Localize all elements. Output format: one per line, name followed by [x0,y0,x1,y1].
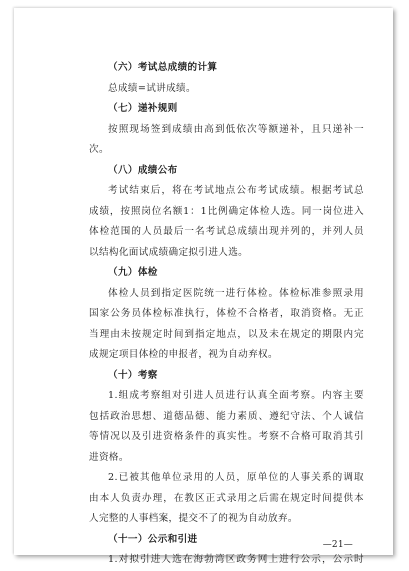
page-number: —21— [322,540,353,550]
paragraph-line: 等情况以及引进资格条件的真实性。考察不合格可取消其引 [89,431,364,442]
paragraph-line: 体检人员到指定医院统一进行体检。体检标准参照录用 [108,287,364,299]
paragraph-line: 人完整的人事档案，提交不了的视为自动放弃。 [89,513,298,524]
paragraph-line: 以结构化面试成绩确定拟引进人选。 [89,246,249,258]
paragraph-line: 次。 [89,144,109,155]
paragraph-line: 1.组成考察组对引进人员进行认真全面考察。内容主要 [108,390,364,401]
paragraph-line: 包括政治思想、道德品德、能力素质、遵纪守法、个人诚信 [89,410,364,422]
paragraph-line: 进资格。 [89,451,129,463]
paragraph-line: 考试结束后，将在考试地点公布考试成绩。根据考试总 [108,185,364,196]
page-content [89,58,364,571]
paragraph-line: 体检范围的人员最后一名考试总成绩出现并列的，并列人员 [89,226,364,237]
paragraph-line: 按照现场签到成绩由高到低依次等额递补，且只递补一 [108,123,364,135]
document-page [14,8,393,565]
paragraph-line: 成规定项目体检的申报者，视为自动弃权。 [89,349,278,360]
paragraph-line: 由本人负责办理，在教区正式录用之后需在规定时间提供本 [89,492,364,504]
section-heading: （十）考察 [108,369,158,381]
paragraph-line: 成绩，按照岗位名额1：1比例确定体检人选。同一岗位进入 [89,205,364,217]
paragraph-line: 2.已被其他单位录用的人员，原单位的人事关系的调取 [108,472,364,483]
section-heading: （十一）公示和引进 [108,533,198,545]
paragraph-line: 当理由未按规定时间到指定地点，以及未在规定的期限内完 [89,328,364,340]
section-heading: （七）递补规则 [108,103,178,114]
paragraph-line: 总成绩=试讲成绩。 [108,82,196,94]
paragraph-line: 1.对拟引进人选在海勃湾区政务网上进行公示，公示时 [108,554,364,565]
section-heading: （九）体检 [108,267,158,278]
section-heading: （六）考试总成绩的计算 [108,62,218,73]
paragraph-line: 国家公务员体检标准执行，体检不合格者，取消资格。无正 [89,308,364,319]
section-heading: （八）成绩公布 [108,164,178,176]
